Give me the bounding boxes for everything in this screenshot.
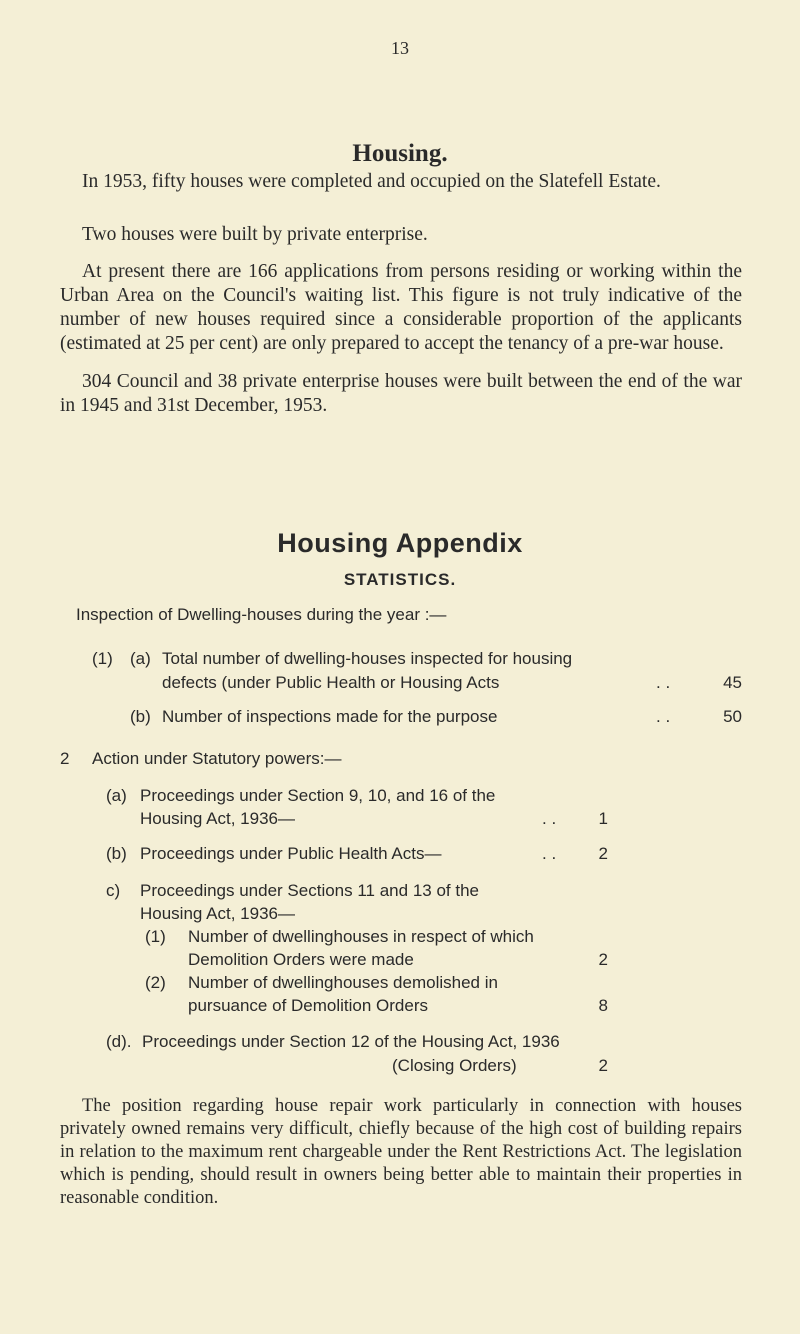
item2-text: Action under Statutory powers:—: [92, 749, 342, 768]
page-number: 13: [391, 38, 409, 58]
housing-title: Housing.: [352, 140, 448, 167]
dot-leader: . .: [656, 707, 671, 726]
item2-d-label: (d).: [106, 1032, 132, 1051]
item2-a-label: (a): [106, 786, 127, 805]
item2-c1-label: (1): [145, 927, 166, 946]
item2-b-label: (b): [106, 844, 127, 863]
item1-a-line2: defects (under Public Health or Housing Acts: [162, 673, 500, 692]
item2-c1-value: 2: [598, 950, 608, 969]
housing-paragraph-2: [60, 223, 742, 247]
item2-c1-line2: Demolition Orders were made: [188, 950, 414, 969]
closing-paragraph: [60, 1095, 742, 1210]
housing-paragraph-4: [60, 370, 742, 418]
item1-a-line1: Total number of dwelling-houses inspected for housing: [162, 649, 573, 668]
item1-a-value: 45: [723, 673, 742, 692]
item1-label: (1): [92, 649, 113, 668]
statistics-heading: STATISTICS.: [343, 570, 457, 589]
housing-paragraph-4-text: 304 Council and 38 private enterprise houses were built between the end of the war in 1945 and 31st December, 1953.: [60, 371, 742, 416]
dot-leader: . .: [542, 844, 557, 863]
dot-leader: . .: [656, 673, 671, 692]
item1-b-text: Number of inspections made for the purpose: [162, 707, 498, 726]
item2-c2-line2: pursuance of Demolition Orders: [188, 996, 429, 1015]
item1-b-label: (b): [130, 707, 151, 726]
appendix-title: Housing Appendix: [277, 528, 523, 558]
item2-c2-value: 8: [598, 996, 608, 1015]
housing-paragraph-3-text: At present there are 166 applications from persons residing or working within the Urban Area on the Council's waiting list. This figure is not truly indicative of the number of new houses required since a considerable proportion of the applicants (estimated at 25 per cent) are only prepared to accept the tenancy of a pre-war house.: [60, 261, 742, 354]
item2-d-line1: Proceedings under Section 12 of the Housing Act, 1936: [142, 1032, 560, 1051]
item1-a-label: (a): [130, 649, 151, 668]
item2-a-line1: Proceedings under Section 9, 10, and 16 of the: [140, 786, 496, 805]
item2-d-value: 2: [598, 1056, 608, 1075]
item2-c2-label: (2): [145, 973, 166, 992]
housing-paragraph-1: [60, 170, 742, 194]
inspection-intro: Inspection of Dwelling-houses during the year :—: [76, 605, 447, 624]
item2-c2-line1: Number of dwellinghouses demolished in: [188, 973, 498, 992]
item2-d-line2: (Closing Orders): [392, 1056, 517, 1075]
item1-b-value: 50: [723, 707, 742, 726]
closing-paragraph-text: The position regarding house repair work particularly in connection with houses privately owned remains very difficult, chiefly because of the high cost of building repairs in relation to the maximum rent chargeable under the Rent Restrictions Act. The legislation which is pending, should result in owners being better able to maintain their properties in reasonable condition.: [60, 1096, 742, 1208]
item2-c-label: c): [106, 881, 121, 900]
housing-paragraph-1-text: In 1953, fifty houses were completed and occupied on the Slatefell Estate.: [82, 171, 661, 192]
item2-c1-line1: Number of dwellinghouses in respect of which: [188, 927, 534, 946]
item2-b-value: 2: [598, 844, 608, 863]
item2-a-line2: Housing Act, 1936—: [140, 809, 295, 828]
item2-a-value: 1: [598, 809, 608, 828]
item2-b-text: Proceedings under Public Health Acts—: [140, 844, 442, 863]
item2-c-line2: Housing Act, 1936—: [140, 904, 295, 923]
housing-paragraph-2-text: Two houses were built by private enterprise.: [82, 224, 428, 245]
housing-paragraph-3: [60, 260, 742, 356]
dot-leader: . .: [542, 809, 557, 828]
item2-c-line1: Proceedings under Sections 11 and 13 of the: [140, 881, 479, 900]
item2-label: 2: [60, 749, 70, 768]
